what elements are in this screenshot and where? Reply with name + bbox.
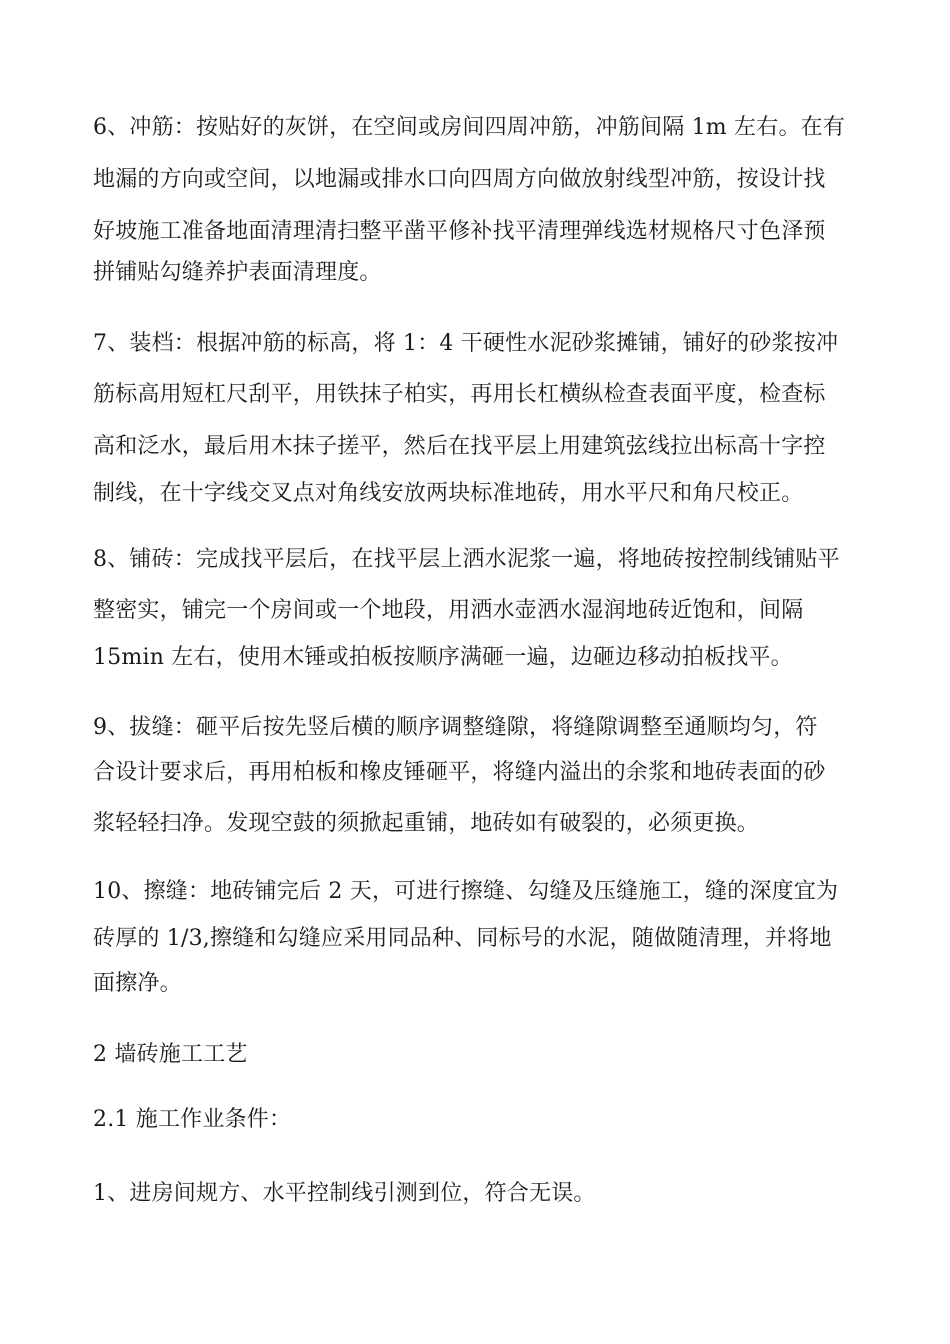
paragraph-6-line-2: 地漏的方向或空间，以地漏或排水口向四周方向做放射线型冲筋，按设计找 bbox=[93, 167, 826, 192]
section-heading: 2 墙砖施工工艺 bbox=[93, 1042, 248, 1067]
paragraph-9-line-1: 9、拔缝：砸平后按先竖后横的顺序调整缝隙，将缝隙调整至通顺均匀，符 bbox=[93, 715, 818, 740]
paragraph-8-line-3: 15min 左右，使用木锤或拍板按顺序满砸一遍，边砸边移动拍板找平。 bbox=[93, 645, 793, 670]
paragraph-7-line-4: 制线，在十字线交叉点对角线安放两块标准地砖，用水平尺和角尺校正。 bbox=[93, 481, 804, 506]
paragraph-8-line-2: 整密实，铺完一个房间或一个地段，用洒水壶洒水湿润地砖近饱和，间隔 bbox=[93, 598, 804, 623]
paragraph-10-line-3: 面擦净。 bbox=[93, 971, 182, 996]
paragraph-7-line-1: 7、装档：根据冲筋的标高，将 1：4 干硬性水泥砂浆摊铺，铺好的砂浆按冲 bbox=[93, 331, 839, 356]
paragraph-9-line-3: 浆轻轻扫净。发现空鼓的须掀起重铺，地砖如有破裂的，必须更换。 bbox=[93, 811, 760, 836]
paragraph-6-line-3: 好坡施工准备地面清理清扫整平凿平修补找平清理弹线选材规格尺寸色泽预 bbox=[93, 219, 826, 244]
paragraph-10-line-2: 砖厚的 1/3,擦缝和勾缝应采用同品种、同标号的水泥，随做随清理，并将地 bbox=[93, 926, 832, 951]
paragraph-9-line-2: 合设计要求后，再用柏板和橡皮锤砸平，将缝内溢出的余浆和地砖表面的砂 bbox=[93, 760, 826, 785]
paragraph-8-line-1: 8、铺砖：完成找平层后，在找平层上洒水泥浆一遍，将地砖按控制线铺贴平 bbox=[93, 547, 840, 572]
paragraph-6-line-1: 6、冲筋：按贴好的灰饼，在空间或房间四周冲筋，冲筋间隔 1m 左右。在有 bbox=[93, 115, 846, 140]
paragraph-7-line-2: 筋标高用短杠尺刮平，用铁抹子柏实，再用长杠横纵检查表面平度，检查标 bbox=[93, 382, 826, 407]
paragraph-7-line-3: 高和泛水，最后用木抹子搓平，然后在找平层上用建筑弦线拉出标高十字控 bbox=[93, 434, 826, 459]
condition-item-1: 1、进房间规方、水平控制线引测到位，符合无误。 bbox=[93, 1181, 596, 1206]
subsection-heading: 2.1 施工作业条件： bbox=[93, 1107, 292, 1132]
paragraph-6-line-4: 拼铺贴勾缝养护表面清理度。 bbox=[93, 260, 382, 285]
paragraph-10-line-1: 10、擦缝：地砖铺完后 2 天，可进行擦缝、勾缝及压缝施工，缝的深度宜为 bbox=[93, 879, 839, 904]
